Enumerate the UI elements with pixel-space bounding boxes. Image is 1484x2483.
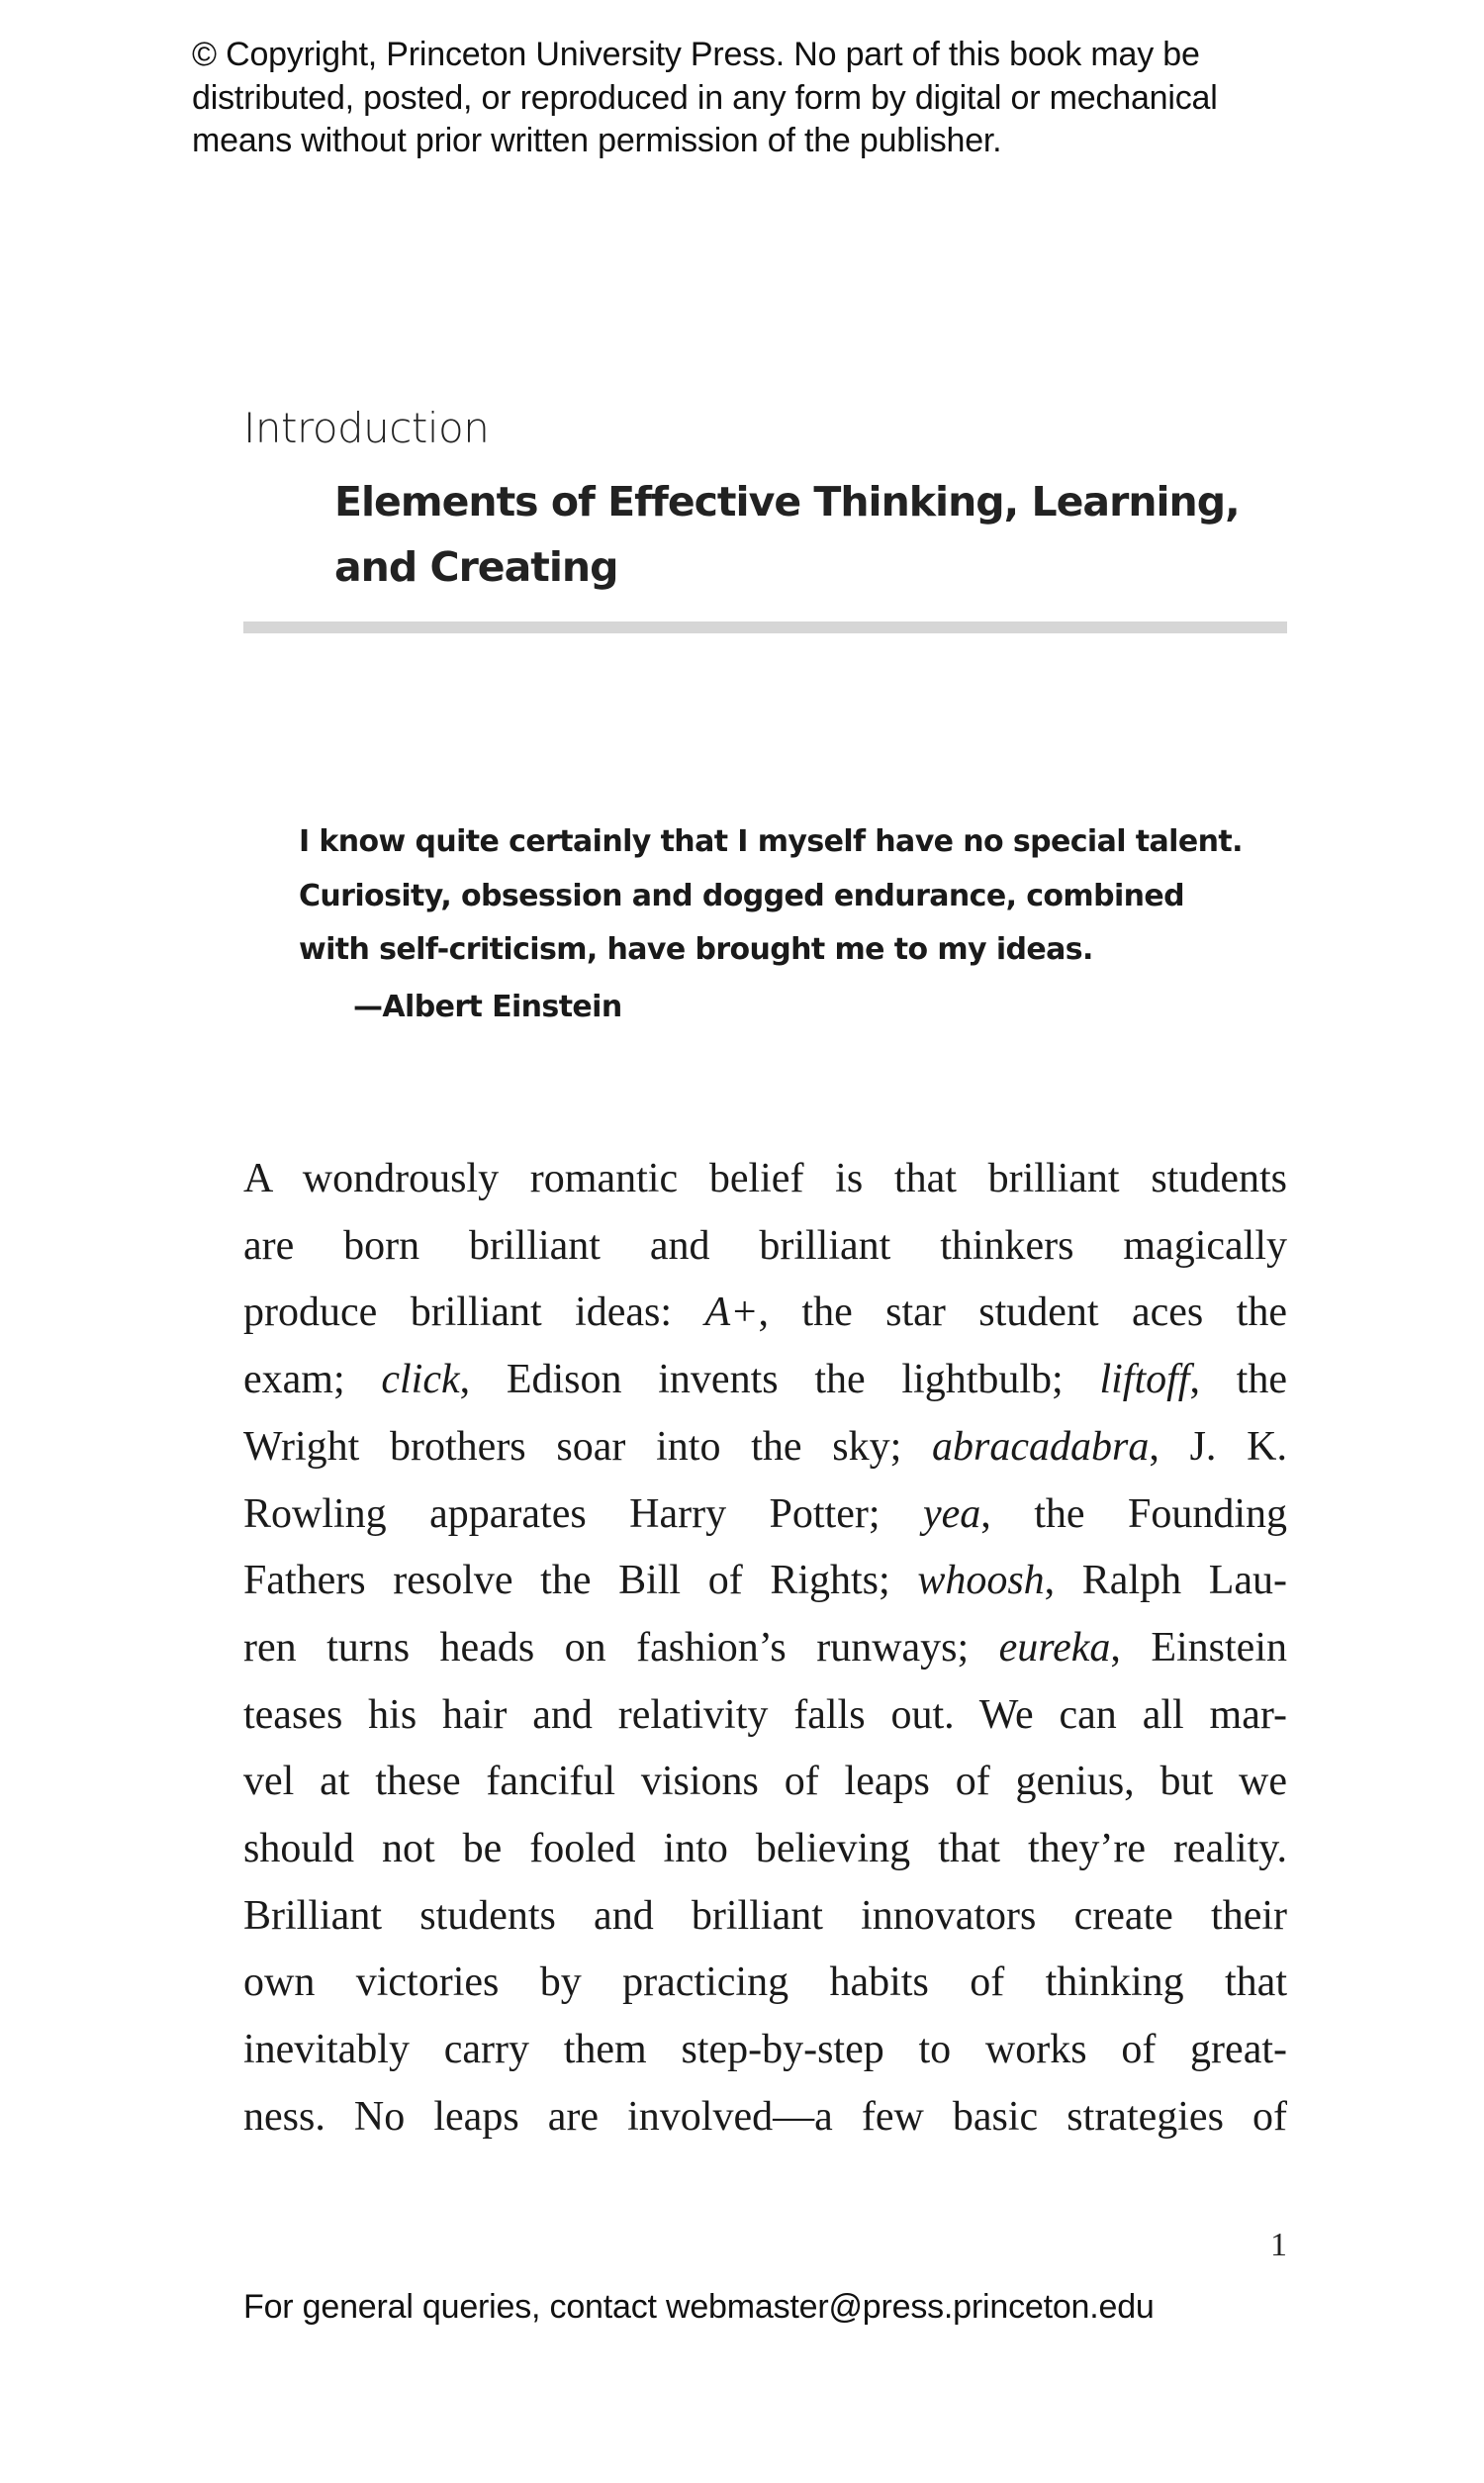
- text-run: Brilliant students and brilliant innovators create their: [243, 1892, 1287, 1939]
- epigraph-line: with self-criticism, have brought me to my ideas.: [299, 932, 1093, 967]
- epigraph-line: I know quite certainly that I myself have no special talent.: [299, 824, 1243, 859]
- body-line: [243, 1347, 1287, 1414]
- text-run: inevitably carry them step-by-step to works of great-: [243, 2027, 1287, 2073]
- text-run: exam;: [243, 1357, 382, 1403]
- text-run: , the: [1189, 1357, 1287, 1403]
- italic-text: yea: [922, 1490, 981, 1537]
- chapter-label: Introduction: [243, 404, 490, 452]
- italic-text: click: [381, 1357, 460, 1403]
- italic-text: whoosh: [917, 1558, 1045, 1604]
- body-line: [243, 1213, 1287, 1281]
- copyright-notice: [192, 34, 1218, 163]
- chapter-title-line: and Creating: [334, 543, 618, 591]
- body-line: [243, 2084, 1287, 2151]
- body-line: [243, 1615, 1287, 1682]
- body-line: [243, 1950, 1287, 2017]
- chapter-title: [334, 469, 1304, 600]
- body-line: [243, 1280, 1287, 1347]
- text-run: , Einstein: [1110, 1624, 1287, 1671]
- text-run: Fathers resolve the Bill of Rights;: [243, 1558, 918, 1604]
- italic-text: eureka: [998, 1624, 1111, 1671]
- footer-contact: For general queries, contact webmaster@press.princeton.edu: [243, 2288, 1155, 2326]
- body-line: [243, 2017, 1287, 2084]
- text-run: , Edison invents the lightbulb;: [459, 1357, 1100, 1403]
- text-run: produce brilliant ideas:: [243, 1289, 705, 1336]
- text-run: , J. K.: [1149, 1423, 1287, 1470]
- body-line: [243, 1682, 1287, 1750]
- text-run: , the star student aces the: [758, 1289, 1287, 1336]
- text-run: Wright brothers soar into the sky;: [243, 1423, 932, 1470]
- italic-text: abracadabra: [932, 1423, 1150, 1470]
- text-run: are born brilliant and brilliant thinkers magically: [243, 1222, 1287, 1269]
- text-run: own victories by practicing habits of thinking that: [243, 1959, 1287, 2006]
- chapter-divider: [243, 621, 1287, 633]
- body-line: [243, 1146, 1287, 1213]
- page-number: 1: [1270, 2227, 1287, 2263]
- epigraph-quote: [299, 815, 1288, 978]
- body-line: [243, 1749, 1287, 1816]
- epigraph-attribution: —Albert Einstein: [353, 990, 622, 1024]
- epigraph-line: Curiosity, obsession and dogged endurance, combined: [299, 878, 1185, 913]
- italic-text: liftoff: [1099, 1357, 1190, 1403]
- text-run: ren turns heads on fashion’s runways;: [243, 1624, 999, 1671]
- text-run: teases his hair and relativity falls out. We can all mar-: [243, 1691, 1287, 1738]
- body-line: [243, 1883, 1287, 1951]
- text-run: , Ralph Lau-: [1044, 1558, 1288, 1604]
- copyright-line: © Copyright, Princeton University Press. No part of this book may be: [192, 36, 1200, 73]
- chapter-title-line: Elements of Effective Thinking, Learning,: [334, 478, 1240, 525]
- text-run: A wondrously romantic belief is that brilliant students: [243, 1156, 1287, 1201]
- copyright-line: distributed, posted, or reproduced in any form by digital or mechanical: [192, 78, 1218, 117]
- italic-text: A+: [704, 1289, 759, 1336]
- body-line: [243, 1481, 1287, 1549]
- text-run: Rowling apparates Harry Potter;: [243, 1490, 923, 1537]
- text-run: vel at these fanciful visions of leaps of genius, but we: [243, 1759, 1287, 1805]
- text-run: , the Founding: [980, 1490, 1287, 1537]
- body-line: [243, 1414, 1287, 1481]
- body-line: [243, 1548, 1287, 1615]
- text-run: ness. No leaps are involved—a few basic strategies of: [243, 2093, 1287, 2140]
- text-run: should not be fooled into believing that they’re reality.: [243, 1826, 1287, 1872]
- copyright-line: means without prior written permission of the publisher.: [192, 122, 1002, 159]
- body-line: [243, 1816, 1287, 1883]
- body-paragraph: [243, 1146, 1287, 2151]
